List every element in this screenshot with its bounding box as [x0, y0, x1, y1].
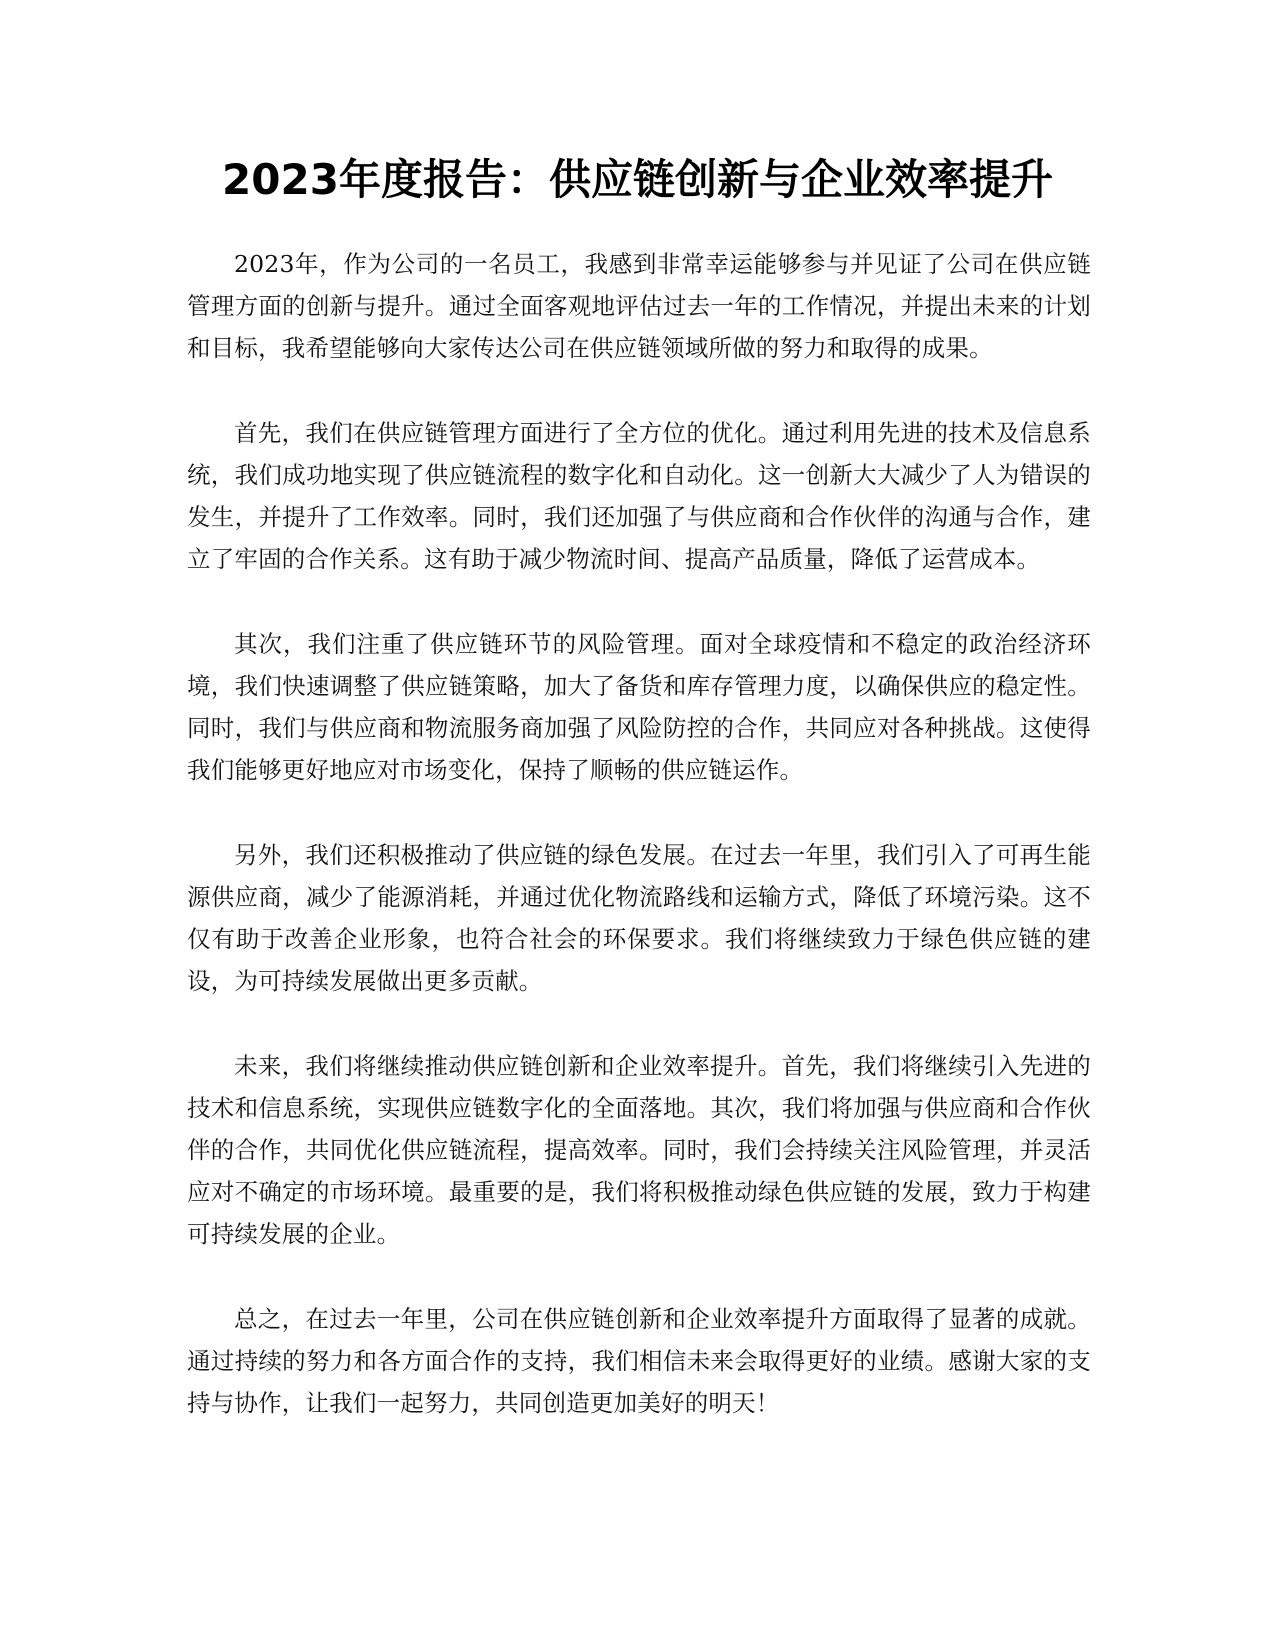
page-title: 2023年度报告：供应链创新与企业效率提升 — [222, 155, 1053, 204]
paragraph-optimization: 首先，我们在供应链管理方面进行了全方位的优化。通过利用先进的技术及信息系统，我们成功地实现了供应链流程的数字化和自动化。这一创新大大减少了人为错误的发生，并提升了工作效率。同时，我们还加强了与供应商和合作伙伴的沟通与合作，建立了牢固的合作关系。这有助于减少物流时间、提高产品质量，降低了运营成本。 — [187, 419, 1091, 573]
paragraph-intro: 2023年，作为公司的一名员工，我感到非常幸运能够参与并见证了公司在供应链管理方面的创新与提升。通过全面客观地评估过去一年的工作情况，并提出未来的计划和目标，我希望能够向大家传达公司在供应链领域所做的努力和取得的成果。 — [187, 250, 1091, 362]
paragraph-future-plans: 未来，我们将继续推动供应链创新和企业效率提升。首先，我们将继续引入先进的技术和信息系统，实现供应链数字化的全面落地。其次，我们将加强与供应商和合作伙伴的合作，共同优化供应链流程，提高效率。同时，我们会持续关注风险管理，并灵活应对不确定的市场环境。最重要的是，我们将积极推动绿色供应链的发展，致力于构建可持续发展的企业。 — [187, 1052, 1091, 1248]
paragraph-green-development: 另外，我们还积极推动了供应链的绿色发展。在过去一年里，我们引入了可再生能源供应商，减少了能源消耗，并通过优化物流路线和运输方式，降低了环境污染。这不仅有助于改善企业形象，也符合社会的环保要求。我们将继续致力于绿色供应链的建设，为可持续发展做出更多贡献。 — [187, 841, 1091, 995]
paragraph-risk-management: 其次，我们注重了供应链环节的风险管理。面对全球疫情和不稳定的政治经济环境，我们快速调整了供应链策略，加大了备货和库存管理力度，以确保供应的稳定性。同时，我们与供应商和物流服务商加强了风险防控的合作，共同应对各种挑战。这使得我们能够更好地应对市场变化，保持了顺畅的供应链运作。 — [187, 630, 1091, 784]
paragraph-conclusion: 总之，在过去一年里，公司在供应链创新和企业效率提升方面取得了显著的成就。通过持续的努力和各方面合作的支持，我们相信未来会取得更好的业绩。感谢大家的支持与协作，让我们一起努力，共同创造更加美好的明天！ — [187, 1305, 1091, 1417]
document-body — [187, 243, 1091, 1467]
